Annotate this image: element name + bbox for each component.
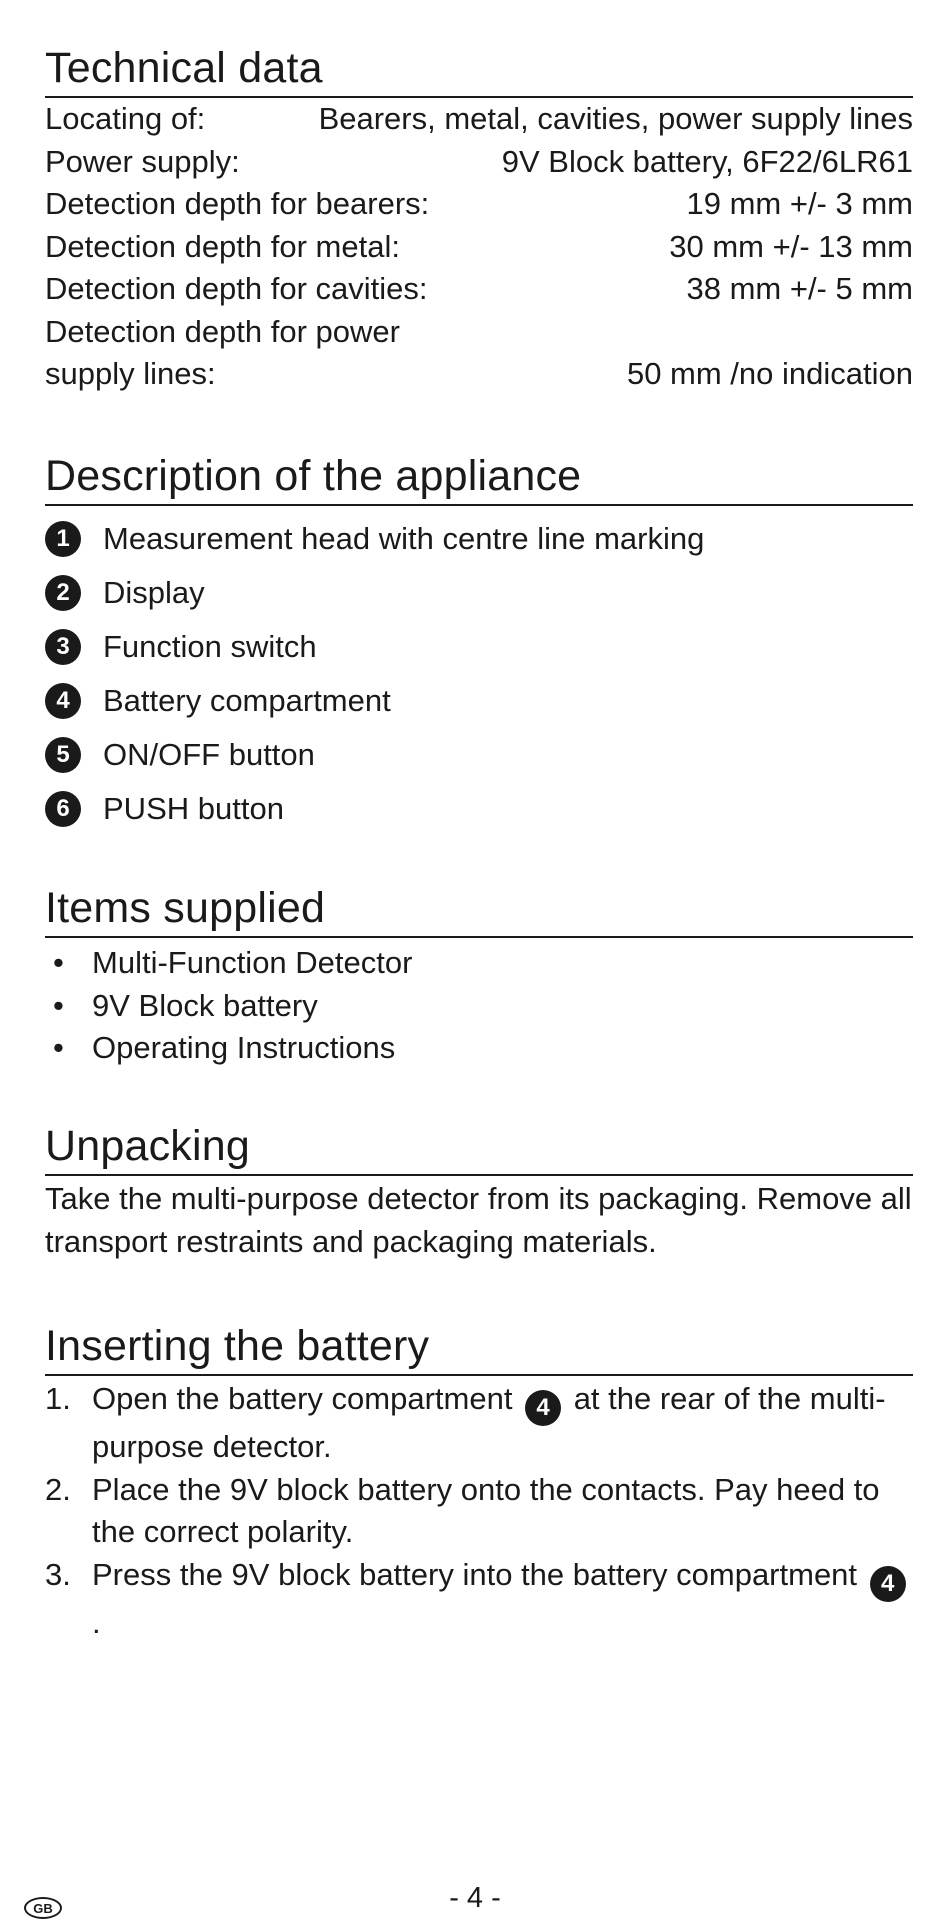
technical-data-heading: Technical data xyxy=(45,40,913,98)
items-supplied-section xyxy=(45,880,913,1070)
number-badge-icon: 4 xyxy=(525,1390,561,1426)
step-item xyxy=(45,1378,913,1469)
unpacking-section xyxy=(45,1118,913,1263)
spec-label: Power supply: xyxy=(45,143,240,179)
steps-list xyxy=(45,1378,913,1645)
list-item xyxy=(45,942,913,985)
step-number: 1. xyxy=(45,1381,71,1416)
number-badge-icon: 5 xyxy=(45,737,81,773)
list-item xyxy=(45,728,913,782)
spec-label: Detection depth for power supply lines: xyxy=(45,313,400,391)
spec-row-power xyxy=(45,141,913,184)
country-code-badge: GB xyxy=(24,1897,62,1919)
number-badge-icon: 6 xyxy=(45,791,81,827)
inserting-battery-section xyxy=(45,1318,913,1645)
step-text-part: Open the battery compartment xyxy=(92,1381,513,1416)
spec-row-locating xyxy=(45,98,913,141)
list-item xyxy=(45,674,913,728)
page-number: - 4 - xyxy=(449,1882,501,1914)
bullet-icon: • xyxy=(53,945,64,980)
number-badge-icon: 2 xyxy=(45,575,81,611)
step-text-part: . xyxy=(92,1605,101,1640)
item-label: Multi-Function Detector xyxy=(92,945,413,980)
step-number: 2. xyxy=(45,1471,71,1507)
number-badge-icon: 4 xyxy=(45,683,81,719)
step-text-part: at the rear of the multi-purpose detector. xyxy=(92,1381,886,1465)
step-item xyxy=(45,1554,913,1645)
spec-label: Detection depth for bearers: xyxy=(45,186,430,221)
number-badge-icon: 1 xyxy=(45,521,81,557)
spec-value: 38 mm +/- 5 mm xyxy=(686,271,913,306)
items-supplied-heading: Items supplied xyxy=(45,880,913,938)
list-item xyxy=(45,620,913,674)
step-text xyxy=(92,1378,913,1469)
technical-data-section xyxy=(45,40,913,396)
part-label: Display xyxy=(103,575,205,610)
inserting-battery-heading: Inserting the battery xyxy=(45,1318,913,1376)
step-text-part: Press the 9V block battery into the battery compartment xyxy=(92,1556,858,1592)
step-item xyxy=(45,1469,913,1554)
list-item xyxy=(45,512,913,566)
spec-row-power-lines xyxy=(45,311,913,396)
spec-value: 50 mm /no indication xyxy=(626,356,913,391)
description-section xyxy=(45,448,913,836)
part-label: Battery compartment xyxy=(103,683,391,718)
list-item xyxy=(45,1027,913,1070)
bullet-icon: • xyxy=(53,1030,64,1065)
list-item xyxy=(45,566,913,620)
spec-label: Detection depth for cavities: xyxy=(45,271,428,306)
spec-label: Detection depth for metal: xyxy=(45,228,400,264)
item-label: 9V Block battery xyxy=(92,987,318,1023)
spec-row-cavities xyxy=(45,268,913,311)
part-label: PUSH button xyxy=(103,791,284,826)
number-badge-icon: 4 xyxy=(870,1566,906,1602)
bullet-icon: • xyxy=(53,987,64,1023)
number-badge-icon: 3 xyxy=(45,629,81,665)
items-supplied-list xyxy=(45,942,913,1070)
step-number: 3. xyxy=(45,1556,71,1592)
step-text xyxy=(92,1554,913,1645)
spec-value: 30 mm +/- 13 mm xyxy=(669,228,913,264)
spec-value: Bearers, metal, cavities, power supply lines xyxy=(318,101,913,136)
unpacking-heading: Unpacking xyxy=(45,1118,913,1176)
part-label: ON/OFF button xyxy=(103,737,315,772)
description-heading: Description of the appliance xyxy=(45,448,913,506)
spec-row-bearers xyxy=(45,183,913,226)
part-label: Function switch xyxy=(103,629,317,664)
part-label: Measurement head with centre line marking xyxy=(103,521,705,556)
list-item xyxy=(45,985,913,1028)
technical-data-table xyxy=(45,98,913,396)
spec-value: 19 mm +/- 3 mm xyxy=(686,186,913,221)
spec-row-metal xyxy=(45,226,913,269)
step-text: Place the 9V block battery onto the contacts. Pay heed to the correct polarity. xyxy=(92,1471,880,1550)
parts-list xyxy=(45,512,913,836)
spec-value: 9V Block battery, 6F22/6LR61 xyxy=(501,143,913,179)
unpacking-text: Take the multi-purpose detector from its packaging. Remove all transport restraints and packaging materials. xyxy=(45,1181,912,1259)
spec-label: Locating of: xyxy=(45,101,206,136)
list-item xyxy=(45,782,913,836)
item-label: Operating Instructions xyxy=(92,1030,396,1065)
